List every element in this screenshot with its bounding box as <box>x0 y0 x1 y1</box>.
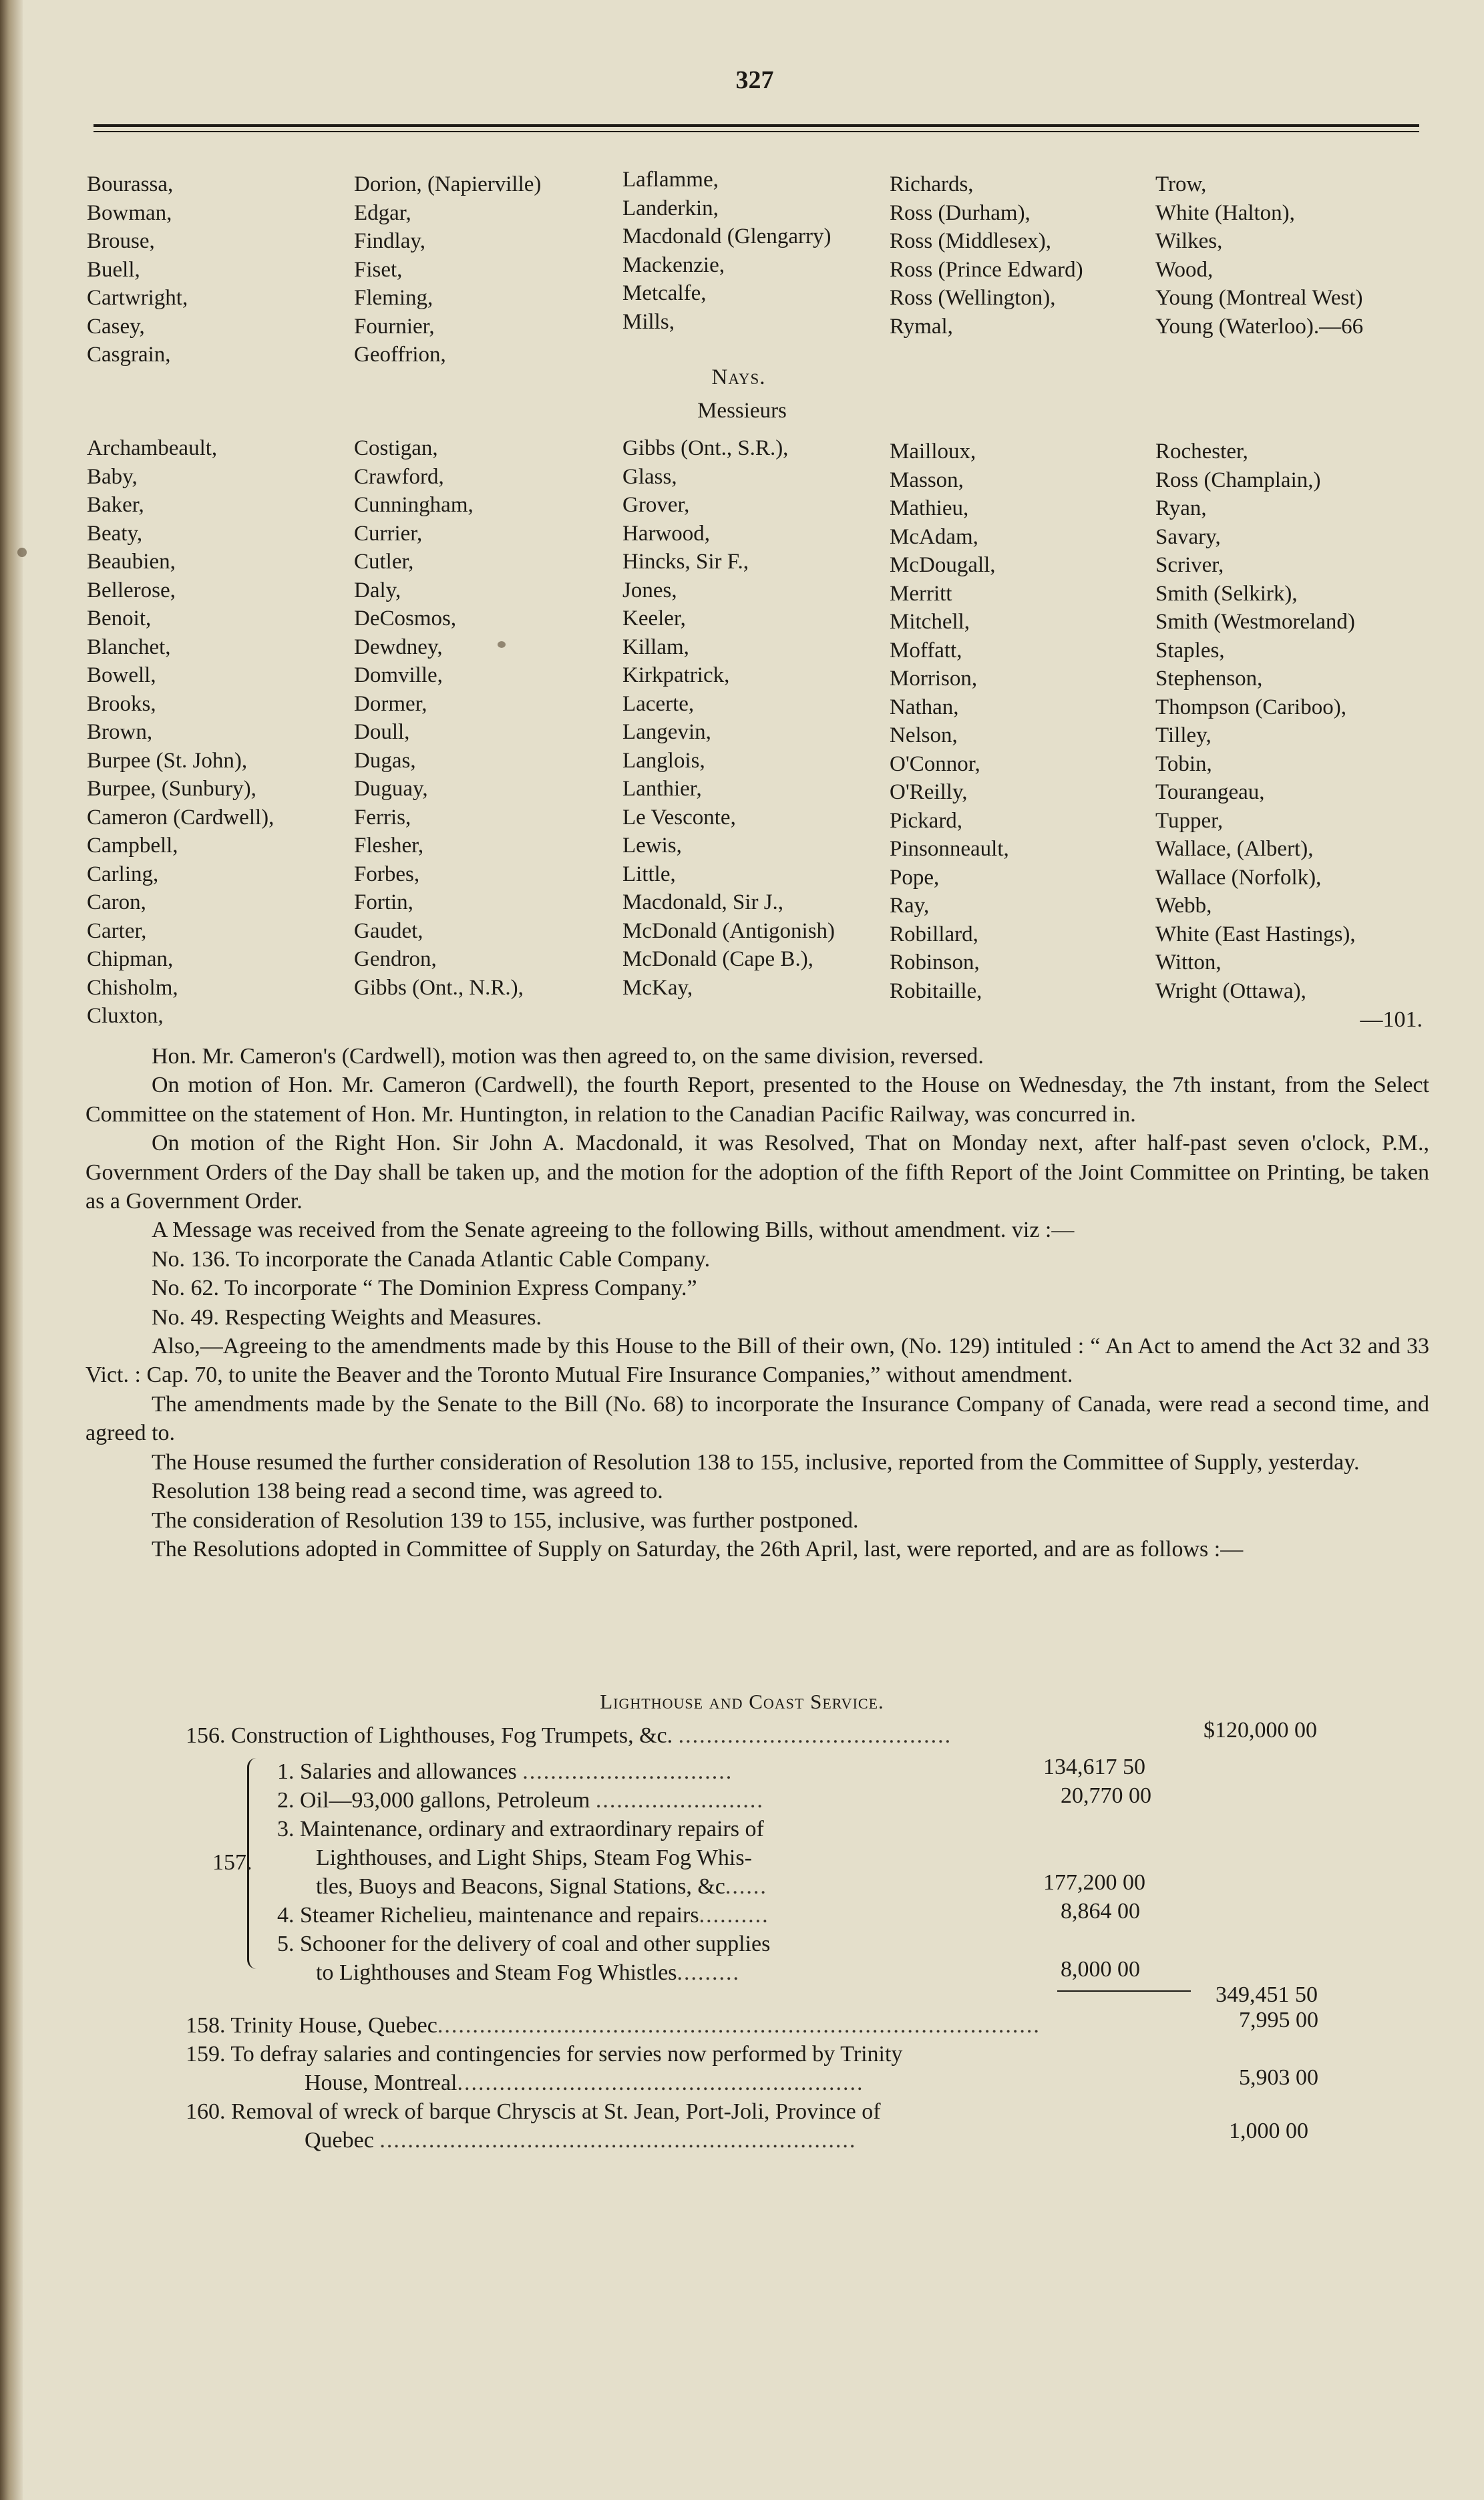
paragraph: On motion of Hon. Mr. Cameron (Cardwell), the fourth Report, presented to the House on Wednesday, the 7th instant, from the Select Committee on the statement of Hon. Mr. Huntington, in relation to the Canadian Pacific Railway, was concurred in. <box>85 1073 1429 1127</box>
member-name: Burpee, (Sunbury), <box>87 777 256 801</box>
member-name: Thompson (Cariboo), <box>1155 695 1346 719</box>
paragraph: No. 62. To incorporate “ The Dominion Express Company.” <box>152 1276 697 1301</box>
amount: 8,864 00 <box>1061 1899 1140 1924</box>
member-name: Morrison, <box>890 667 978 691</box>
nays-heading: Nays. <box>711 365 766 389</box>
paragraph: The amendments made by the Senate to the Bill (No. 68) to incorporate the Insurance Company of Canada, were read a second time, and agreed to. <box>85 1391 1429 1446</box>
member-name: Mitchell, <box>890 610 970 634</box>
member-name: Ray, <box>890 894 930 918</box>
member-name: Webb, <box>1155 894 1212 918</box>
member-name: Ryan, <box>1155 496 1207 520</box>
member-name: Stephenson, <box>1155 667 1263 691</box>
member-name: Trow, <box>1155 172 1207 196</box>
nays-column-2 <box>354 434 524 1002</box>
member-name: Scriver, <box>1155 553 1224 577</box>
member-name: McKay, <box>622 975 693 1000</box>
yeas-column-5 <box>1155 170 1363 341</box>
member-name: Brooks, <box>87 691 156 716</box>
member-name: Robillard, <box>890 922 978 946</box>
member-name: Wallace, (Albert), <box>1155 837 1314 861</box>
amount: 7,995 00 <box>1239 2008 1318 2032</box>
member-name: Archambeault, <box>87 436 218 460</box>
member-name: Gibbs (Ont., N.R.), <box>354 975 524 1000</box>
ink-spot <box>17 548 27 557</box>
member-name: Harwood, <box>622 521 711 546</box>
amount: 20,770 00 <box>1061 1783 1151 1808</box>
leader-dots: .................................................................... <box>379 2128 857 2153</box>
member-name: Laflamme, <box>622 168 719 192</box>
proceedings-text <box>85 1042 1429 1564</box>
nays-column-3 <box>622 434 835 1002</box>
messieurs-label: Messieurs <box>697 399 787 423</box>
member-name: McDonald (Antigonish) <box>622 918 836 943</box>
member-name: Costigan, <box>354 436 438 460</box>
member-name: Cutler, <box>354 550 414 574</box>
member-name: Masson, <box>890 468 964 492</box>
member-name: Beaubien, <box>87 550 176 574</box>
member-name: Dewdney, <box>354 635 443 659</box>
amount: $120,000 00 <box>1203 1718 1317 1743</box>
member-name: Nathan, <box>890 695 959 719</box>
member-name: White (East Hastings), <box>1155 922 1356 946</box>
amount-total: 349,451 50 <box>1216 1982 1318 2007</box>
amount: 5,903 00 <box>1239 2065 1318 2090</box>
member-name: Casey, <box>87 314 145 339</box>
member-name: Cunningham, <box>354 493 474 517</box>
item-text: 5. Schooner for the delivery of coal and other supplies <box>277 1932 771 1956</box>
resolution-157-number: 157. <box>212 1850 252 1875</box>
member-name: Young (Montreal West) <box>1155 286 1363 310</box>
member-name: Caron, <box>87 890 146 914</box>
leader-dots: ...... <box>725 1874 767 1899</box>
paragraph: The House resumed the further consideration of Resolution 138 to 155, inclusive, reported from the Committee of Supply, yesterday. <box>152 1449 1360 1475</box>
resolution-157-items <box>277 1757 770 1987</box>
member-name: McDougall, <box>890 553 996 577</box>
paragraph: No. 49. Respecting Weights and Measures. <box>152 1304 542 1330</box>
resolution-text: Construction of Lighthouses, Fog Trumpets, &c. <box>231 1723 673 1748</box>
member-name: Ross (Prince Edward) <box>890 257 1083 282</box>
member-name: Rymal, <box>890 314 953 339</box>
resolution-160 <box>186 2097 881 2155</box>
member-name: Macdonald, Sir J., <box>622 890 784 914</box>
item-text: 4. Steamer Richelieu, maintenance and repairs <box>277 1903 699 1928</box>
member-name: Burpee (St. John), <box>87 748 248 773</box>
member-name: Hincks, Sir F., <box>622 550 749 574</box>
member-name: Campbell, <box>87 834 178 858</box>
member-name: Landerkin, <box>622 196 719 220</box>
nays-column-1 <box>87 434 274 1031</box>
member-name: Dormer, <box>354 691 427 716</box>
member-name: Beaty, <box>87 521 143 546</box>
member-name: Fortin, <box>354 890 413 914</box>
member-name: White (Halton), <box>1155 200 1295 225</box>
member-name: Carter, <box>87 918 147 943</box>
member-name: Merritt <box>890 581 952 606</box>
member-name: Edgar, <box>354 200 411 225</box>
leader-dots: ...................................................................................... <box>437 2013 1041 2038</box>
item-text: Lighthouses, and Light Ships, Steam Fog Whis- <box>316 1845 752 1870</box>
subtotal-rule <box>1057 1990 1191 1992</box>
member-name: Ferris, <box>354 805 411 830</box>
member-name: Findlay, <box>354 229 425 253</box>
yeas-column-3 <box>622 166 831 336</box>
resolution-156 <box>186 1721 952 1750</box>
member-name: Forbes, <box>354 862 420 886</box>
resolution-number: 159. <box>186 2042 226 2067</box>
member-name: Langlois, <box>622 748 705 773</box>
paragraph: A Message was received from the Senate agreeing to the following Bills, without amendment. viz :— <box>152 1218 1075 1243</box>
resolution-159 <box>186 2040 902 2097</box>
member-name: Pinsonneault, <box>890 837 1009 861</box>
member-name: Witton, <box>1155 950 1222 974</box>
member-name: Mills, <box>622 309 675 334</box>
member-name: Le Vesconte, <box>622 805 736 830</box>
paragraph: The consideration of Resolution 139 to 155, inclusive, was further postponed. <box>152 1507 859 1533</box>
item-text: tles, Buoys and Beacons, Signal Stations, &c <box>316 1874 725 1899</box>
member-name: Cluxton, <box>87 1004 164 1028</box>
amount: 1,000 00 <box>1229 2119 1308 2143</box>
member-name: Cartwright, <box>87 286 188 310</box>
amount: 177,200 00 <box>1043 1870 1145 1895</box>
member-name: Bourassa, <box>87 172 174 196</box>
member-name: Pickard, <box>890 808 963 833</box>
member-name: Rochester, <box>1155 439 1248 464</box>
member-name: Moffatt, <box>890 638 962 663</box>
leader-dots: ........................ <box>595 1788 764 1813</box>
paragraph: On motion of the Right Hon. Sir John A. Macdonald, it was Resolved, That on Monday next, after half-past seven o'clock, P.M., Government Orders of the Day shall be taken up, and the motion for the adoption of the fifth Report of the Joint Committee on Printing, be taken as a Government Order. <box>85 1131 1429 1214</box>
item-text: 3. Maintenance, ordinary and extraordinary repairs of <box>277 1817 764 1841</box>
resolution-text: House, Montreal <box>305 2071 457 2095</box>
page-number: 327 <box>735 66 774 94</box>
member-name: Little, <box>622 862 676 886</box>
member-name: McAdam, <box>890 524 978 549</box>
member-name: McDonald (Cape B.), <box>622 947 813 971</box>
leader-dots: ......... <box>677 1960 741 1985</box>
member-name: Domville, <box>354 663 443 687</box>
yeas-column-2 <box>354 170 541 369</box>
resolution-number: 156. <box>186 1723 226 1748</box>
member-name: Wright (Ottawa), <box>1155 978 1306 1003</box>
item-text: 2. Oil—93,000 gallons, Petroleum <box>277 1788 590 1813</box>
member-name: Gibbs (Ont., S.R.), <box>622 436 789 460</box>
member-name: Fiset, <box>354 257 403 282</box>
member-name: Crawford, <box>354 464 444 489</box>
paragraph: No. 136. To incorporate the Canada Atlantic Cable Company. <box>152 1246 711 1272</box>
member-name: Bowman, <box>87 200 172 225</box>
member-name: Tobin, <box>1155 751 1212 776</box>
member-name: Baker, <box>87 493 144 517</box>
member-name: DeCosmos, <box>354 606 457 631</box>
item-text: to Lighthouses and Steam Fog Whistles <box>316 1960 677 1985</box>
member-name: Buell, <box>87 257 140 282</box>
member-name: Savary, <box>1155 524 1221 549</box>
member-name: Brown, <box>87 720 153 744</box>
member-name: Grover, <box>622 493 690 517</box>
member-name: Carling, <box>87 862 159 886</box>
leader-dots: .......... <box>699 1903 769 1928</box>
member-name: Lacerte, <box>622 691 695 716</box>
member-name: Keeler, <box>622 606 686 631</box>
member-name: Daly, <box>354 578 401 602</box>
leader-dots: .......................................................... <box>457 2071 864 2095</box>
member-name: Lanthier, <box>622 777 702 801</box>
item-text: 1. Salaries and allowances <box>277 1759 517 1784</box>
member-name: Dorion, (Napierville) <box>354 172 542 196</box>
member-name: Bellerose, <box>87 578 176 602</box>
member-name: Nelson, <box>890 723 958 747</box>
resolution-text: Trinity House, Quebec <box>230 2013 437 2038</box>
header-rule <box>94 124 1419 127</box>
member-name: Smith (Selkirk), <box>1155 581 1298 606</box>
member-name: Richards, <box>890 172 974 196</box>
member-name: Staples, <box>1155 638 1225 663</box>
member-name: Wallace (Norfolk), <box>1155 865 1322 890</box>
member-name: Mackenzie, <box>622 252 725 277</box>
member-name: Ross (Champlain,) <box>1155 468 1321 492</box>
member-name: Ross (Durham), <box>890 200 1031 225</box>
member-name: Kirkpatrick, <box>622 663 730 687</box>
member-name: Baby, <box>87 464 138 489</box>
paragraph: Resolution 138 being read a second time, was agreed to. <box>152 1479 663 1504</box>
member-name: Robitaille, <box>890 978 982 1003</box>
resolution-text: To defray salaries and contingencies for servies now performed by Trinity <box>230 2042 903 2067</box>
member-name: Tupper, <box>1155 808 1224 833</box>
member-name: Geoffrion, <box>354 343 446 367</box>
member-name: Gendron, <box>354 947 437 971</box>
leader-dots: ....................................... <box>678 1723 952 1748</box>
member-name: Chisholm, <box>87 975 178 1000</box>
member-name: Ross (Middlesex), <box>890 229 1051 253</box>
resolution-text: Quebec <box>305 2128 374 2153</box>
member-name: Robinson, <box>890 950 980 974</box>
member-name: Mathieu, <box>890 496 969 520</box>
paragraph: The Resolutions adopted in Committee of Supply on Saturday, the 26th April, last, were reported, and are as follows :— <box>152 1536 1244 1562</box>
member-name: Casgrain, <box>87 343 171 367</box>
member-name: Bowell, <box>87 663 156 687</box>
yeas-column-1 <box>87 170 188 369</box>
member-name: Chipman, <box>87 947 174 971</box>
section-title: Lighthouse and Coast Service. <box>600 1690 884 1713</box>
member-name: Tourangeau, <box>1155 780 1265 804</box>
member-name: Dugas, <box>354 748 416 773</box>
resolution-text: Removal of wreck of barque Chryscis at St. Jean, Port-Joli, Province of <box>231 2099 881 2124</box>
member-name: Wood, <box>1155 257 1214 282</box>
member-name: Wilkes, <box>1155 229 1223 253</box>
member-name: Young (Waterloo).—66 <box>1155 314 1364 339</box>
member-name: Ross (Wellington), <box>890 286 1056 310</box>
yeas-column-4 <box>890 170 1083 341</box>
member-name: Smith (Westmoreland) <box>1155 610 1355 634</box>
member-name: Currier, <box>354 521 423 546</box>
paragraph: Hon. Mr. Cameron's (Cardwell), motion was then agreed to, on the same division, reversed. <box>152 1044 984 1069</box>
member-name: Tilley, <box>1155 723 1212 747</box>
member-name: Blanchet, <box>87 635 171 659</box>
leader-dots: .............................. <box>522 1759 733 1784</box>
nays-column-4 <box>890 437 1009 1005</box>
amount: 8,000 00 <box>1061 1957 1140 1982</box>
member-name: Duguay, <box>354 777 428 801</box>
member-name: O'Reilly, <box>890 780 968 804</box>
resolution-number: 160. <box>186 2099 226 2124</box>
resolution-number: 158. <box>186 2013 226 2038</box>
nays-total: —101. <box>1360 1007 1423 1032</box>
brace <box>247 1758 258 1969</box>
paragraph: Also,—Agreeing to the amendments made by this House to the Bill of their own, (No. 129) intituled : “ An Act to amend the Act 32 and 33 Vict. : Cap. 70, to unite the Beaver and the Toronto Mutual Fire Insurance Companies,” without amendment. <box>85 1334 1429 1388</box>
header-rule-thin <box>94 131 1419 132</box>
member-name: Lewis, <box>622 834 682 858</box>
member-name: Gaudet, <box>354 918 423 943</box>
member-name: Macdonald (Glengarry) <box>622 224 831 248</box>
member-name: Langevin, <box>622 720 711 744</box>
nays-column-5 <box>1155 437 1356 1005</box>
resolution-158 <box>186 2011 1041 2040</box>
member-name: Benoit, <box>87 606 152 631</box>
member-name: Cameron (Cardwell), <box>87 805 274 830</box>
member-name: Fleming, <box>354 286 433 310</box>
member-name: Doull, <box>354 720 410 744</box>
member-name: Fournier, <box>354 314 435 339</box>
member-name: Mailloux, <box>890 439 976 464</box>
member-name: Jones, <box>622 578 677 602</box>
member-name: Metcalfe, <box>622 281 707 305</box>
amount: 134,617 50 <box>1043 1755 1145 1779</box>
member-name: Killam, <box>622 635 689 659</box>
member-name: O'Connor, <box>890 751 980 776</box>
member-name: Flesher, <box>354 834 424 858</box>
member-name: Glass, <box>622 464 677 489</box>
member-name: Pope, <box>890 865 940 890</box>
member-name: Brouse, <box>87 229 155 253</box>
